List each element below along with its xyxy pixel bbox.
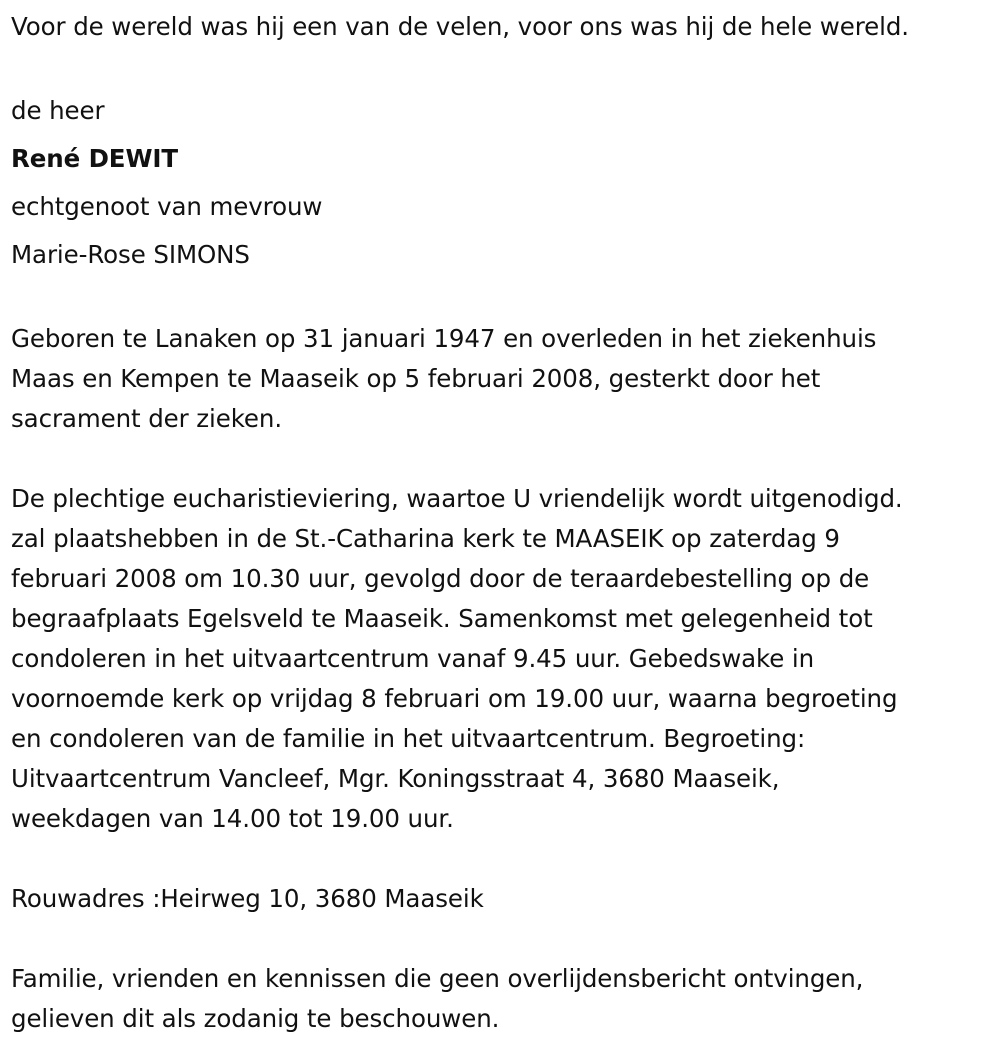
paragraph-line: Maas en Kempen te Maaseik op 5 februari 2008, gesterkt door het [11, 364, 821, 393]
paragraph-line: De plechtige eucharistieviering, waartoe U vriendelijk wordt uitgenodigd. [11, 484, 903, 513]
obituary-document [11, 7, 996, 1039]
paragraph-line: februari 2008 om 10.30 uur, gevolgd door de teraardebestelling op de [11, 564, 870, 593]
paragraph-line: condoleren in het uitvaartcentrum vanaf 9.45 uur. Gebedswake in [11, 644, 815, 673]
motto: Voor de wereld was hij een van de velen, voor ons was hij de hele wereld. [11, 12, 909, 41]
ceremony-paragraph [11, 479, 996, 839]
spouse-name: Marie-Rose SIMONS [11, 240, 250, 269]
spacer [11, 279, 996, 319]
spacer [11, 919, 996, 959]
paragraph-line: Familie, vrienden en kennissen die geen overlijdensbericht ontvingen, [11, 964, 864, 993]
person-relation: echtgenoot van mevrouw [11, 192, 323, 221]
paragraph-line: gelieven dit als zodanig te beschouwen. [11, 1004, 500, 1033]
paragraph-line: zal plaatshebben in de St.-Catharina kerk te MAASEIK op zaterdag 9 [11, 524, 840, 553]
paragraph-line: Uitvaartcentrum Vancleef, Mgr. Koningsstraat 4, 3680 Maaseik, [11, 764, 780, 793]
paragraph-line: Geboren te Lanaken op 31 januari 1947 en overleden in het ziekenhuis [11, 324, 877, 353]
paragraph-line: begraafplaats Egelsveld te Maaseik. Samenkomst met gelegenheid tot [11, 604, 873, 633]
mourning-address: Rouwadres :Heirweg 10, 3680 Maaseik [11, 884, 484, 913]
spacer [11, 47, 996, 87]
paragraph-line: sacrament der zieken. [11, 404, 283, 433]
paragraph-line: voornoemde kerk op vrijdag 8 februari om 19.00 uur, waarna begroeting [11, 684, 898, 713]
paragraph-line: en condoleren van de familie in het uitvaartcentrum. Begroeting: [11, 724, 806, 753]
birth-death-paragraph [11, 319, 996, 439]
paragraph-line: weekdagen van 14.00 tot 19.00 uur. [11, 804, 454, 833]
person-title: de heer [11, 96, 105, 125]
closing-paragraph [11, 959, 996, 1039]
person-name: René DEWIT [11, 144, 178, 173]
spacer [11, 839, 996, 879]
spacer [11, 439, 996, 479]
